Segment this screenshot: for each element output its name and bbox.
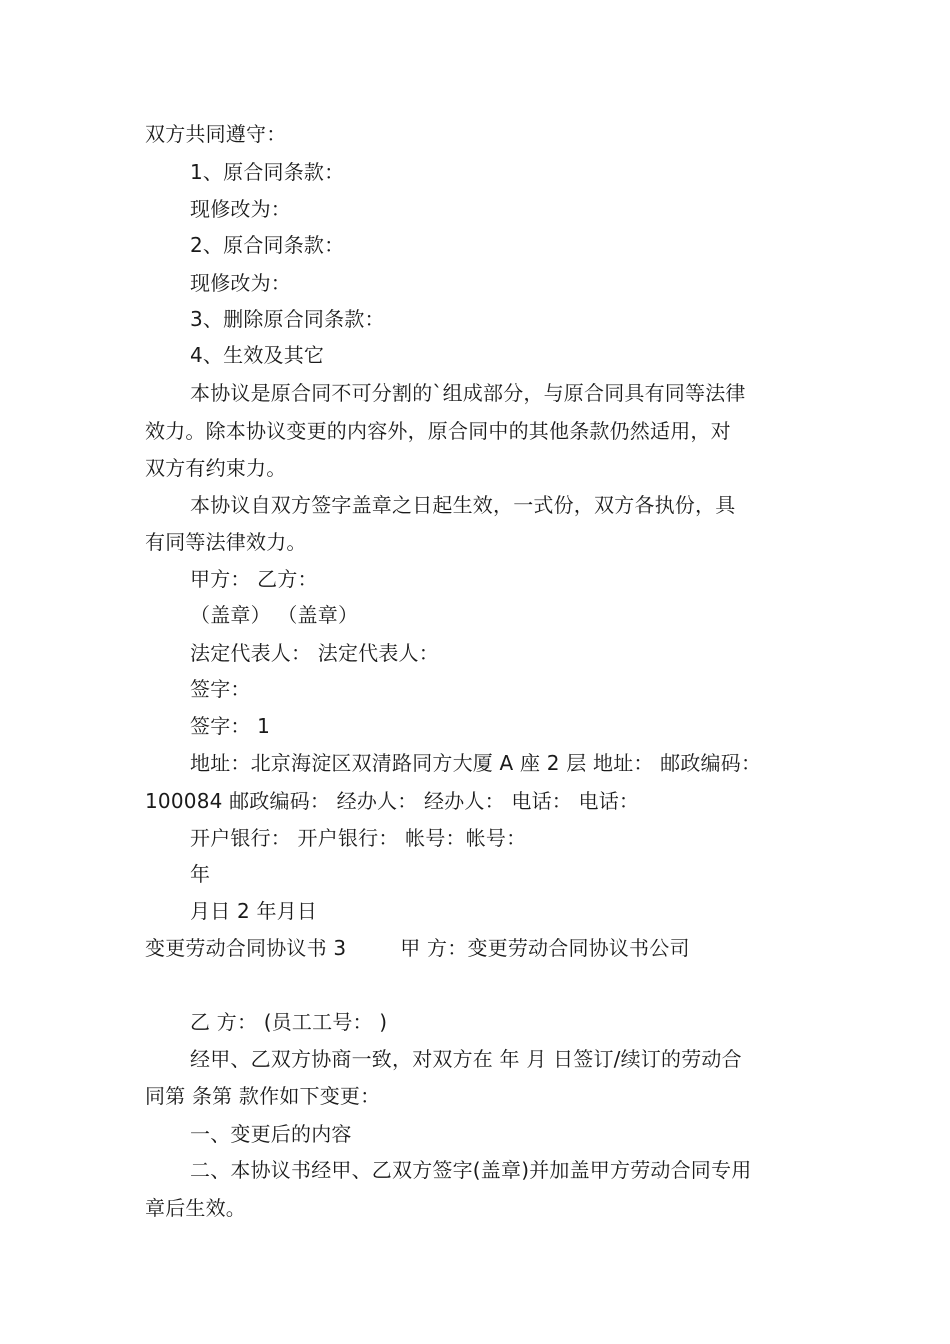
text-line: 章后生效。 <box>145 1196 246 1220</box>
text-line: 有同等法律效力。 <box>145 530 307 554</box>
text-line: 签字： <box>190 677 251 701</box>
text-line: （盖章） （盖章） <box>190 603 359 627</box>
text-line: 年 <box>190 862 211 886</box>
text-line: 双方有约束力。 <box>145 456 287 480</box>
text-line: 2、原合同条款： <box>190 233 345 257</box>
text-line: 100084 邮政编码： 经办人： 经办人： 电话： 电话： <box>145 789 640 813</box>
text-line: 现修改为： <box>190 271 291 295</box>
text-line: 签字： 1 <box>190 714 271 738</box>
text-line: 本协议自双方签字盖章之日起生效，一式份，双方各执份，具 <box>190 493 736 517</box>
text-line: 一、变更后的内容 <box>190 1122 352 1146</box>
text-line: 4、生效及其它 <box>190 343 325 367</box>
text-line: 经甲、乙双方协商一致，对双方在 年 月 日签订/续订的劳动合 <box>190 1047 742 1071</box>
text-line: 现修改为： <box>190 197 291 221</box>
text-line: 月日 2 年月日 <box>190 899 318 923</box>
text-line: 地址：北京海淀区双清路同方大厦 A 座 2 层 地址： 邮政编码： <box>190 751 762 775</box>
text-line: 3、删除原合同条款： <box>190 307 385 331</box>
text-line: 双方共同遵守： <box>145 122 287 146</box>
text-line: 甲方： 乙方： <box>190 567 318 591</box>
section-title-text: 变更劳动合同协议书 3 <box>145 936 347 960</box>
text-line: 法定代表人： 法定代表人： <box>190 641 439 665</box>
party-a-line: 甲 方：变更劳动合同协议书公司 <box>400 936 690 960</box>
text-line: 1、原合同条款： <box>190 160 345 184</box>
text-line: 本协议是原合同不可分割的`组成部分，与原合同具有同等法律 <box>190 381 746 405</box>
text-line: 同第 条第 款作如下变更： <box>145 1084 381 1108</box>
text-line: 二、本协议书经甲、乙双方签字(盖章)并加盖甲方劳动合同专用 <box>190 1158 752 1182</box>
section-title <box>145 936 690 960</box>
text-line: 效力。除本协议变更的内容外，原合同中的其他条款仍然适用，对 <box>145 419 731 443</box>
text-line: 开户银行： 开户银行： 帐号：帐号： <box>190 826 527 850</box>
text-line: 乙 方： (员工工号： ) <box>190 1010 388 1034</box>
